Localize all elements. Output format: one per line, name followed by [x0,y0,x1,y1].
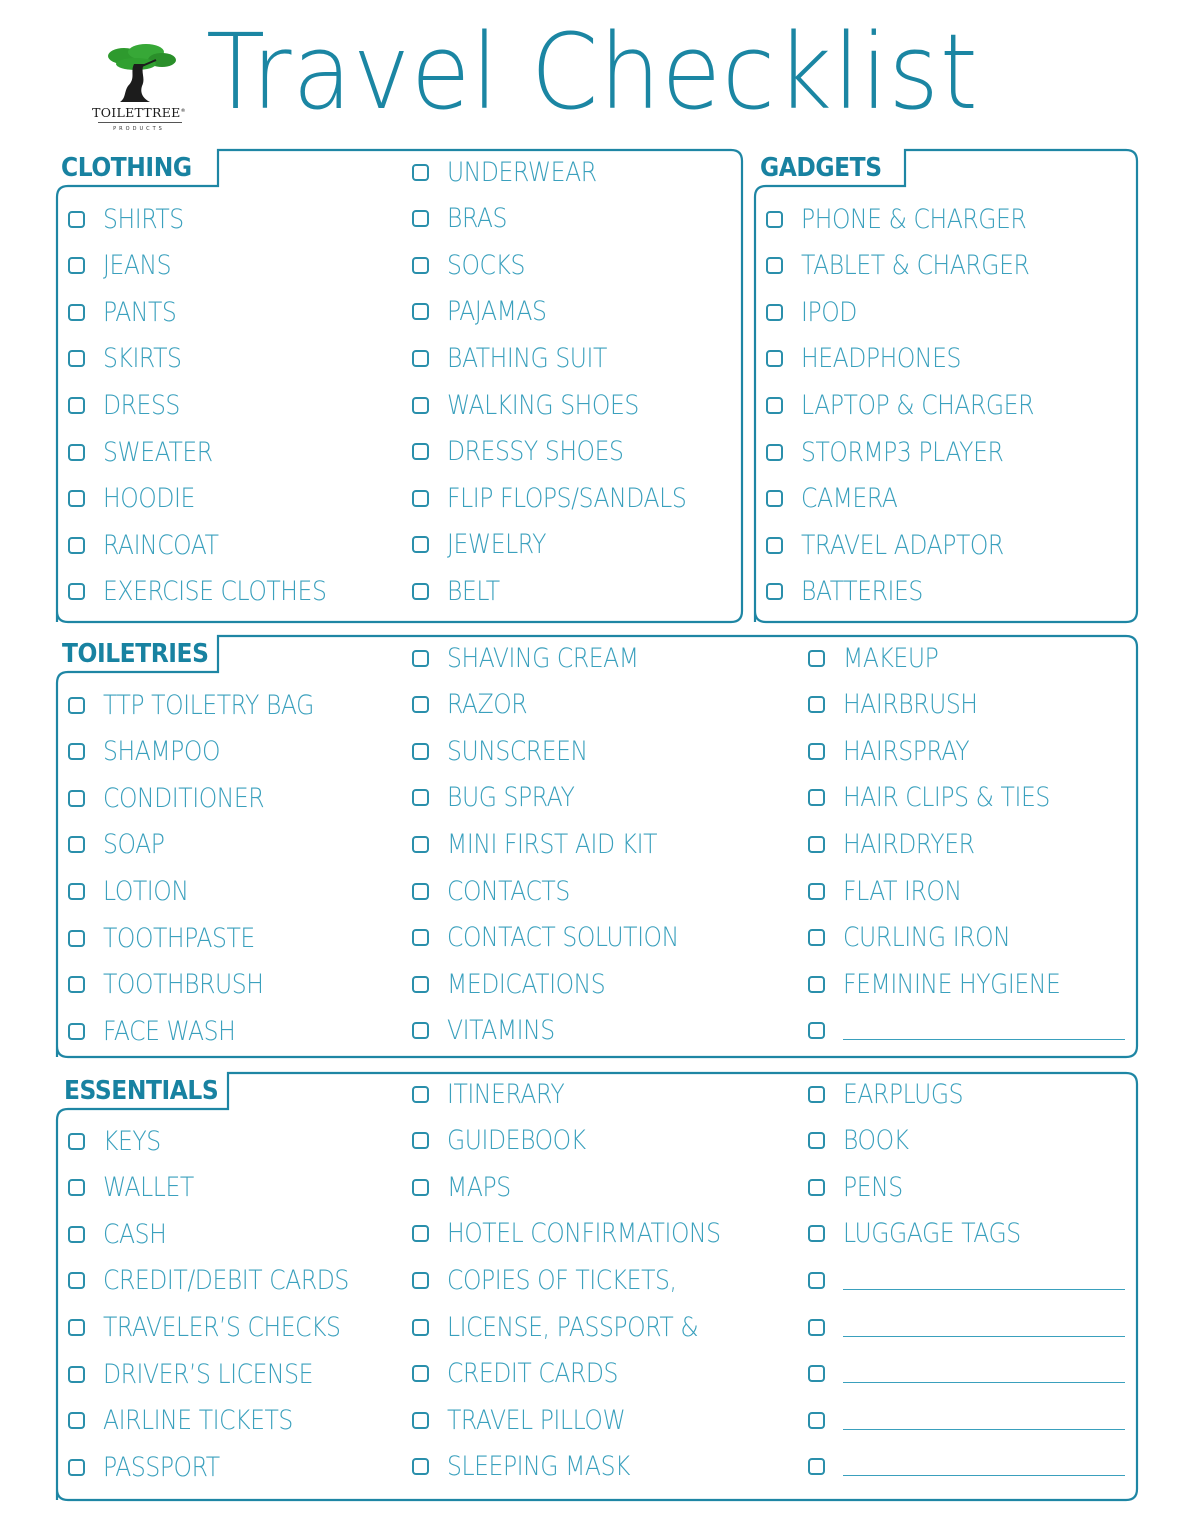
checklist-item-label: CONTACT SOLUTION [447,922,679,954]
checklist-item-toiletries[interactable] [808,876,979,906]
checkbox[interactable] [766,490,783,507]
checklist-item-label: RAINCOAT [103,529,219,561]
checklist-item-label: BUG SPRAY [447,782,575,814]
blank-write-in-line[interactable] [843,1429,1125,1430]
checklist-item-toiletries[interactable] [808,690,998,720]
checklist-item-label: SOCKS [447,249,525,281]
checklist-item-label: MEDICATIONS [447,968,606,1000]
checklist-item-toiletries[interactable] [68,783,288,813]
checklist-item-label: CASH [103,1218,167,1250]
checklist-item-essentials[interactable] [808,1405,1125,1435]
checkbox[interactable] [766,211,783,228]
checkbox[interactable] [412,1022,429,1039]
checklist-item-label: SHAVING CREAM [447,642,639,674]
checklist-item-label: SLEEPING MASK [447,1451,631,1483]
checklist-item-clothing[interactable] [412,437,650,467]
checklist-item-essentials[interactable] [412,1359,644,1389]
checkbox[interactable] [808,836,825,853]
checklist-item-label: UNDERWEAR [447,156,597,188]
checklist-item-clothing[interactable] [68,437,229,467]
checklist-item-toiletries[interactable] [808,969,1093,999]
checklist-item-label: SHAMPOO [103,736,221,768]
checklist-item-label: COPIES OF TICKETS, [447,1264,677,1296]
checklist-item-toiletries[interactable] [68,830,174,860]
checklist-item-label: TABLET & CHARGER [801,250,1030,282]
checklist-item-label: HAIRDRYER [843,828,975,860]
checkbox[interactable] [766,350,783,367]
checkbox[interactable] [808,743,825,760]
checkbox[interactable] [412,350,429,367]
checklist-item-label: VITAMINS [447,1015,555,1047]
checklist-item-essentials[interactable] [808,1312,1125,1342]
checklist-item-toiletries[interactable] [68,1016,255,1046]
checklist-item-essentials[interactable] [68,1406,321,1436]
checklist-item-label: TRAVEL PILLOW [447,1404,626,1436]
checkbox[interactable] [68,1272,85,1289]
checklist-item-toiletries[interactable] [68,876,201,906]
checkbox[interactable] [68,1179,85,1196]
checklist-item-label: HAIRSPRAY [843,735,970,767]
checklist-item-gadgets[interactable] [766,204,1060,234]
checkbox[interactable] [808,1179,825,1196]
checklist-item-clothing[interactable] [412,204,516,234]
checklist-item-label: HOODIE [103,483,195,515]
checklist-item-essentials[interactable] [412,1172,520,1202]
checklist-item-label: KEYS [103,1125,161,1157]
checklist-item-essentials[interactable] [412,1312,736,1342]
blank-write-in-line[interactable] [843,1336,1125,1337]
checklist-item-label: LOTION [103,875,189,907]
checkbox[interactable] [68,976,85,993]
checkbox[interactable] [68,697,85,714]
checklist-item-label: TOOTHPASTE [103,922,255,954]
checkbox[interactable] [412,583,429,600]
checklist-item-label: PENS [843,1171,903,1203]
checklist-item-clothing[interactable] [68,344,193,374]
checklist-item-toiletries[interactable] [808,923,1035,953]
checklist-item-label: AIRLINE TICKETS [103,1405,293,1437]
checklist-item-gadgets[interactable] [766,530,1034,560]
checklist-item-toiletries[interactable] [68,737,238,767]
checkbox[interactable] [68,211,85,228]
checklist-item-clothing[interactable] [68,484,209,514]
checkbox[interactable] [412,1132,429,1149]
checkbox[interactable] [68,1133,85,1150]
checklist-item-label: BELT [447,575,500,607]
checkbox[interactable] [808,1272,825,1289]
checklist-item-label: RAZOR [447,689,528,721]
blank-write-in-line[interactable] [843,1289,1125,1290]
checkbox[interactable] [412,490,429,507]
checklist-item-toiletries[interactable] [68,923,278,953]
checklist-item-toiletries[interactable] [808,643,953,673]
checklist-item-toiletries[interactable] [412,969,629,999]
checkbox[interactable] [68,490,85,507]
logo-subtitle: PRODUCTS [113,126,165,132]
checklist-item-label: BATHING SUIT [447,342,607,374]
checklist-item-label: FLIP FLOPS/SANDALS [447,482,687,514]
checklist-item-label: LAPTOP & CHARGER [801,389,1034,421]
checkbox[interactable] [412,1272,429,1289]
checkbox[interactable] [68,1023,85,1040]
checklist-item-essentials[interactable] [68,1173,207,1203]
checklist-item-gadgets[interactable] [766,390,1069,420]
blank-write-in-line[interactable] [843,1475,1125,1476]
checklist-item-label: SUNSCREEN [447,735,588,767]
checkbox[interactable] [412,397,429,414]
checklist-item-gadgets[interactable] [766,484,912,514]
checklist-item-essentials[interactable] [808,1359,1125,1389]
checklist-item-label: FLAT IRON [843,875,962,907]
checklist-item-label: STORMP3 PLAYER [801,436,1004,468]
checklist-item-clothing[interactable] [412,250,537,280]
checklist-item-label: WALLET [103,1172,194,1204]
checklist-item-essentials[interactable] [412,1126,606,1156]
checklist-item-toiletries[interactable] [412,876,588,906]
checklist-item-clothing[interactable] [412,297,561,327]
checklist-item-label: DRESSY SHOES [447,436,624,468]
checklist-item-label: FEMININE HYGIENE [843,968,1061,1000]
checklist-item-essentials[interactable] [68,1266,386,1296]
checkbox[interactable] [808,1225,825,1242]
checklist-item-essentials[interactable] [68,1312,376,1342]
checklist-item-label: JEWELRY [447,529,547,561]
logo-wordmark: TOILETTREE® [92,105,186,120]
checkbox[interactable] [808,1458,825,1475]
checkbox[interactable] [808,650,825,667]
checklist-item-label: HAIR CLIPS & TIES [843,782,1050,814]
checkbox[interactable] [412,743,429,760]
checklist-item-essentials[interactable] [412,1265,711,1295]
checkbox[interactable] [68,537,85,554]
checkbox[interactable] [68,836,85,853]
checkbox[interactable] [412,536,429,553]
checklist-item-label: HAIRBRUSH [843,689,978,721]
checklist-item-label: CONDITIONER [103,782,265,814]
checklist-item-label: CREDIT CARDS [447,1358,618,1390]
checklist-item-clothing[interactable] [412,530,561,560]
section-title-gadgets: GADGETS [760,153,882,183]
checkbox[interactable] [412,164,429,181]
blank-write-in-line[interactable] [843,1039,1125,1040]
checklist-item-gadgets[interactable] [766,251,1064,281]
checklist-item-label: SKIRTS [103,343,182,375]
checklist-item-label: WALKING SHOES [447,389,639,421]
blank-write-in-line[interactable] [843,1382,1125,1383]
checklist-item-clothing[interactable] [412,576,508,606]
checkbox[interactable] [808,1132,825,1149]
checklist-item-label: SOAP [103,829,165,861]
checkbox[interactable] [68,930,85,947]
checklist-item-label: GUIDEBOOK [447,1125,586,1157]
checkbox[interactable] [68,304,85,321]
checklist-item-label: MINI FIRST AID KIT [447,828,658,860]
checklist-item-label: TRAVEL ADAPTOR [801,529,1004,561]
checklist-item-toiletries[interactable] [412,1016,571,1046]
checkbox[interactable] [412,1086,429,1103]
checkbox[interactable] [766,583,783,600]
checklist-item-essentials[interactable] [808,1079,981,1109]
checkbox[interactable] [412,1412,429,1429]
checklist-item-gadgets[interactable] [766,297,865,327]
checklist-item-label: HOTEL CONFIRMATIONS [447,1218,721,1250]
section-title-essentials: ESSENTIALS [64,1076,219,1106]
checklist-item-toiletries[interactable] [412,923,713,953]
checklist-item-label: MAPS [447,1171,511,1203]
checklist-item-toiletries[interactable] [412,643,667,673]
checkbox[interactable] [808,976,825,993]
checklist-item-essentials[interactable] [412,1452,657,1482]
checklist-item-label: SHIRTS [103,203,184,235]
checkbox[interactable] [412,443,429,460]
checklist-item-label: HEADPHONES [801,343,961,375]
checklist-item-essentials[interactable] [808,1126,918,1156]
checklist-item-clothing[interactable] [68,251,181,281]
checklist-item-gadgets[interactable] [766,344,985,374]
checkbox[interactable] [68,1226,85,1243]
checklist-item-gadgets[interactable] [766,437,1034,467]
checkbox[interactable] [808,1365,825,1382]
checklist-item-clothing[interactable] [68,204,196,234]
checklist-item-clothing[interactable] [68,297,187,327]
checkbox[interactable] [808,1319,825,1336]
page-title: Travel Checklist [206,11,979,133]
checkbox[interactable] [808,696,825,713]
checkbox[interactable] [68,883,85,900]
checklist-item-clothing[interactable] [68,577,360,607]
checklist-item-label: SWEATER [103,436,213,468]
checklist-item-label: BATTERIES [801,576,923,608]
checklist-item-label: PASSPORT [103,1451,220,1483]
checklist-item-toiletries[interactable] [412,783,593,813]
checklist-item-label: EARPLUGS [843,1078,964,1110]
checkbox[interactable] [68,1366,85,1383]
checklist-item-label: BRAS [447,203,508,235]
checklist-item-essentials[interactable] [68,1359,344,1389]
checklist-item-label: LUGGAGE TAGS [843,1218,1021,1250]
checkbox[interactable] [766,397,783,414]
checklist-item-gadgets[interactable] [766,577,941,607]
checklist-item-clothing[interactable] [68,390,191,420]
checkbox[interactable] [68,397,85,414]
checkbox[interactable] [412,257,429,274]
checkbox[interactable] [766,257,783,274]
checkbox[interactable] [766,444,783,461]
checkbox[interactable] [68,583,85,600]
checklist-item-essentials[interactable] [412,1405,652,1435]
checklist-item-label: TOOTHBRUSH [103,969,264,1001]
checklist-item-label: MAKEUP [843,642,939,674]
checkbox[interactable] [412,1365,429,1382]
checkbox[interactable] [412,210,429,227]
checkbox[interactable] [68,743,85,760]
checklist-item-label: BOOK [843,1125,909,1157]
checklist-item-toiletries[interactable] [808,829,994,859]
checklist-item-label: EXERCISE CLOTHES [103,576,327,608]
checkbox[interactable] [68,1319,85,1336]
checkbox[interactable] [808,789,825,806]
checklist-item-toiletries[interactable] [68,690,345,720]
checkbox[interactable] [412,696,429,713]
checklist-item-label: TRAVELER’S CHECKS [103,1311,341,1343]
section-title-toiletries: TOILETRIES [62,639,209,669]
checklist-item-clothing[interactable] [412,157,619,187]
checklist-item-clothing[interactable] [412,483,722,513]
checklist-item-label: ITINERARY [447,1078,565,1110]
checkbox[interactable] [68,350,85,367]
checkbox[interactable] [68,444,85,461]
checkbox[interactable] [412,1319,429,1336]
checklist-item-label: CREDIT/DEBIT CARDS [103,1265,349,1297]
checkbox[interactable] [412,929,429,946]
checklist-item-toiletries[interactable] [68,970,287,1000]
checklist-item-clothing[interactable] [412,390,668,420]
checklist-item-essentials[interactable] [808,1265,1125,1295]
checklist-item-label: PAJAMAS [447,296,547,328]
checklist-item-essentials[interactable] [412,1079,582,1109]
checklist-item-toiletries[interactable] [412,690,539,720]
checklist-item-label: CURLING IRON [843,922,1011,954]
checklist-item-label: FACE WASH [103,1015,236,1047]
checkbox[interactable] [412,789,429,806]
checkbox[interactable] [412,1225,429,1242]
checklist-item-label: TTP TOILETRY BAG [103,689,314,721]
checkbox[interactable] [68,1459,85,1476]
checklist-item-label: DRIVER’S LICENSE [103,1358,314,1390]
checkbox[interactable] [412,1458,429,1475]
checklist-item-clothing[interactable] [412,343,631,373]
checklist-item-label: PHONE & CHARGER [801,203,1027,235]
checklist-item-essentials[interactable] [808,1172,912,1202]
checklist-item-toiletries[interactable] [808,1016,1125,1046]
checklist-item-essentials[interactable] [68,1126,169,1156]
checkbox[interactable] [412,883,429,900]
checklist-item-toiletries[interactable] [808,736,988,766]
checklist-item-clothing[interactable] [68,530,236,560]
checklist-item-essentials[interactable] [68,1452,237,1482]
checklist-item-essentials[interactable] [412,1219,762,1249]
checklist-item-label: LICENSE, PASSPORT & [447,1311,699,1343]
checkbox[interactable] [808,883,825,900]
checkbox[interactable] [412,650,429,667]
checklist-item-essentials[interactable] [808,1219,1047,1249]
checklist-item-toiletries[interactable] [808,783,1081,813]
checklist-item-essentials[interactable] [68,1219,176,1249]
checklist-item-label: DRESS [103,389,180,421]
checklist-item-label: CONTACTS [447,875,570,907]
checkbox[interactable] [766,537,783,554]
checklist-item-toiletries[interactable] [412,829,688,859]
checkbox[interactable] [412,976,429,993]
checklist-item-label: PANTS [103,296,177,328]
checkbox[interactable] [68,1412,85,1429]
checklist-item-label: IPOD [801,296,857,328]
checklist-item-label: CAMERA [801,483,898,515]
checkbox[interactable] [68,790,85,807]
checkbox[interactable] [808,929,825,946]
checkbox[interactable] [766,304,783,321]
checkbox[interactable] [68,257,85,274]
checkbox[interactable] [808,1086,825,1103]
checklist-item-essentials[interactable] [808,1452,1125,1482]
checkbox[interactable] [412,303,429,320]
checkbox[interactable] [412,836,429,853]
checklist-item-label: JEANS [103,250,172,282]
checkbox[interactable] [412,1179,429,1196]
checklist-item-toiletries[interactable] [412,736,609,766]
section-title-clothing: CLOTHING [61,153,192,183]
checkbox[interactable] [808,1022,825,1039]
checkbox[interactable] [808,1412,825,1429]
